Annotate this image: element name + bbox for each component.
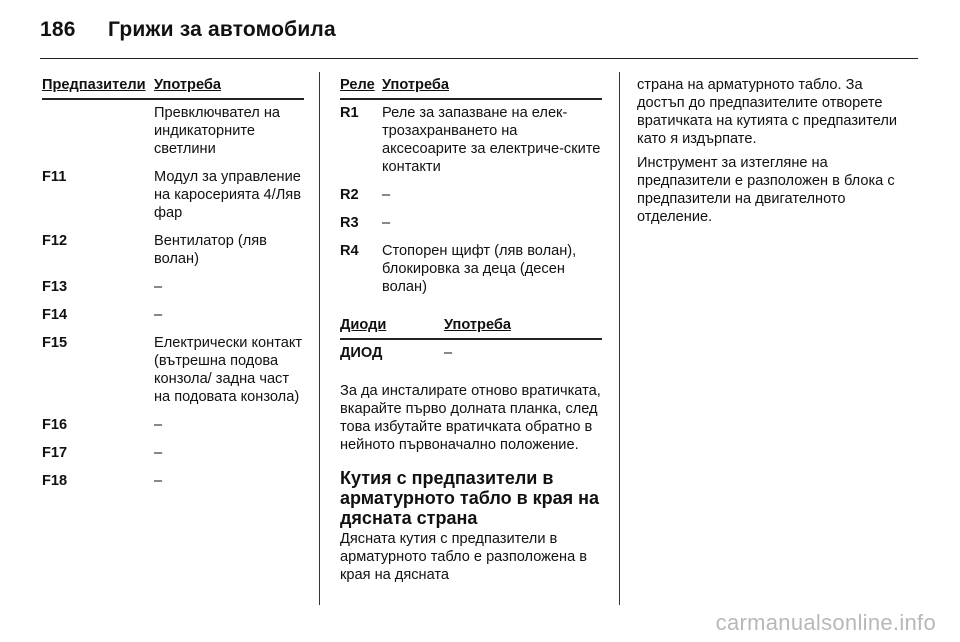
table-row	[42, 468, 304, 496]
relay-id: R4	[340, 243, 359, 259]
relay-header-id: Реле	[340, 76, 382, 99]
fuse-use: –	[154, 473, 163, 489]
fuse-use: –	[154, 307, 163, 323]
fuses-header-id: Предпазители	[42, 76, 154, 99]
table-row	[42, 440, 304, 468]
fuse-use: –	[154, 279, 163, 295]
relay-header-use: Употреба	[382, 76, 602, 99]
table-row	[42, 164, 304, 228]
right-paragraph-2: Инструмент за изтегляне на предпазители е разположен в блока с предпазители на двигателното отделение.	[637, 155, 895, 225]
table-row	[340, 339, 602, 368]
fuse-id: F12	[42, 233, 68, 249]
table-row	[42, 228, 304, 274]
relay-use: Стопорен щифт (ляв волан), блокировка за деца (десен волан)	[382, 243, 577, 295]
right-paragraph-1: страна на арматурното табло. За достъп до предпазителите отворете вратичката на кутията с предпазители като я издърпате.	[637, 77, 898, 147]
fuse-id	[42, 99, 154, 164]
table-row	[42, 99, 304, 164]
fuse-id: F14	[42, 307, 68, 323]
column-divider-1	[319, 72, 320, 605]
table-row	[42, 302, 304, 330]
fuses-table	[42, 76, 304, 496]
table-row	[340, 210, 602, 238]
fuse-id: F17	[42, 445, 68, 461]
column-text	[637, 76, 909, 232]
header-rule	[40, 58, 918, 59]
diode-use: –	[444, 345, 453, 361]
fuses-header-use: Употреба	[154, 76, 304, 99]
table-row	[42, 330, 304, 412]
table-row	[340, 99, 602, 182]
section-paragraph: Дясната кутия с предпазители в арматурното табло е разположена в края на дясната	[340, 531, 588, 583]
fuse-id: F16	[42, 417, 68, 433]
fuse-use: Модул за управление на каросерията 4/Ляв фар	[154, 169, 301, 221]
column-divider-2	[619, 72, 620, 605]
relay-use: –	[382, 215, 391, 231]
table-row	[42, 412, 304, 440]
relay-use: Реле за запазване на елек-трозахранването на аксесоарите за електриче-ските контакти	[382, 105, 601, 175]
table-row	[340, 238, 602, 302]
relay-id: R1	[340, 105, 359, 121]
page-number: 186	[40, 18, 76, 41]
diode-header-use: Употреба	[444, 316, 602, 339]
relay-use: –	[382, 187, 391, 203]
fuse-id: F18	[42, 473, 68, 489]
diode-header-id: Диоди	[340, 316, 444, 339]
diode-id: ДИОД	[340, 345, 383, 361]
column-fuses	[42, 76, 304, 496]
fuse-use: –	[154, 417, 163, 433]
relay-id: R3	[340, 215, 359, 231]
relay-id: R2	[340, 187, 359, 203]
relay-table	[340, 76, 602, 302]
watermark: carmanualsonline.info	[715, 610, 936, 635]
fuse-use: Вентилатор (ляв волан)	[154, 233, 267, 267]
fuse-use: Електрически контакт (вътрешна подова конзола/ задна част на подовата конзола)	[154, 335, 303, 405]
fuse-use: –	[154, 445, 163, 461]
column-relays	[340, 76, 602, 590]
diode-paragraph: За да инсталирате отново вратичката, вкарайте първо долната планка, след това избутайте вратичката обратно в нейното първоначално положение.	[340, 383, 601, 453]
diode-table	[340, 316, 602, 368]
section-heading: Кутия с предпазители в арматурното табло в края на дясната страна	[340, 468, 600, 528]
page-title: Грижи за автомобила	[108, 18, 336, 41]
fuse-id: F13	[42, 279, 68, 295]
fuse-use: Превключвател на индикаторните светлини	[154, 105, 281, 157]
table-row	[340, 182, 602, 210]
table-row	[42, 274, 304, 302]
page-header	[40, 18, 336, 42]
fuse-id: F11	[42, 169, 67, 185]
fuse-id: F15	[42, 335, 68, 351]
